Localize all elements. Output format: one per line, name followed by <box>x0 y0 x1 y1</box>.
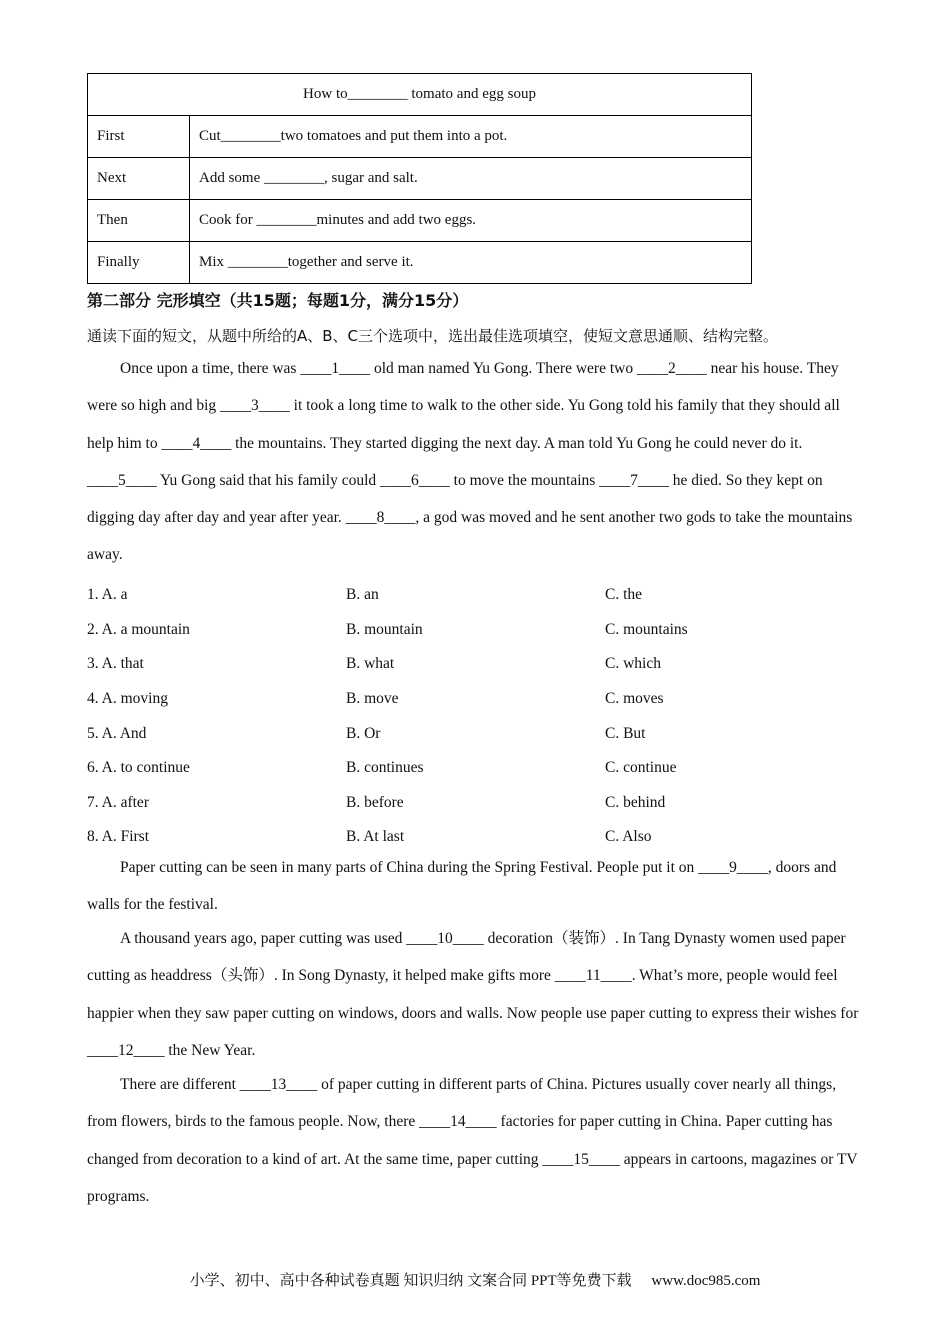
step-text: Add some ________, sugar and salt. <box>190 158 752 200</box>
passage-paper-cutting-2: A thousand years ago, paper cutting was used ____10____ decoration（装饰）. In Tang Dynasty women used paper cutting as headdress（头饰）. In Song Dynasty, it helped make gifts more ____11____. What’s more, people would feel happier when they saw paper cutting on windows, doors and walls. Now people use paper cutting to express their wishes for ____12____ the New Year. <box>87 930 859 1059</box>
passage-paper-cutting-1: Paper cutting can be seen in many parts of China during the Spring Festival. People put it on ____9____, doors and walls for the festival. <box>87 859 837 914</box>
option-row <box>87 682 867 717</box>
option-b: B. move <box>346 690 399 708</box>
option-a: 7. A. after <box>87 793 149 811</box>
option-row <box>87 716 867 751</box>
option-c: C. behind <box>605 793 666 811</box>
table-title: How to________ tomato and egg soup <box>88 74 752 116</box>
option-row <box>87 786 867 821</box>
table-row <box>88 116 752 158</box>
option-row <box>87 751 867 786</box>
options-list <box>87 578 867 855</box>
step-label: Next <box>88 158 190 200</box>
option-b: B. Or <box>346 724 381 742</box>
option-a: 1. A. a <box>87 586 128 604</box>
option-b: B. an <box>346 586 379 604</box>
option-a: 2. A. a mountain <box>87 620 190 638</box>
table-row <box>88 242 752 284</box>
option-b: B. At last <box>346 828 405 846</box>
option-c: C. But <box>605 724 646 742</box>
step-label: Then <box>88 200 190 242</box>
step-label: First <box>88 116 190 158</box>
option-row <box>87 578 867 613</box>
table-row <box>88 200 752 242</box>
option-c: C. mountains <box>605 620 688 638</box>
option-b: B. mountain <box>346 620 423 638</box>
option-row <box>87 613 867 648</box>
option-c: C. which <box>605 655 661 673</box>
footer-link[interactable]: www.doc985.com <box>651 1273 761 1289</box>
step-text: Cut________two tomatoes and put them into a pot. <box>190 116 752 158</box>
footer-text: 小学、初中、高中各种试卷真题 知识归纳 文案合同 PPT等免费下载 <box>189 1273 632 1289</box>
instructions: 通读下面的短文，从题中所给的A、B、C三个选项中，选出最佳选项填空，使短文意思通顺、结构完整。 <box>87 327 779 345</box>
page-footer <box>0 1269 950 1290</box>
option-b: B. continues <box>346 759 424 777</box>
step-text: Mix ________together and serve it. <box>190 242 752 284</box>
passage-yu-gong: Once upon a time, there was ____1____ old man named Yu Gong. There were two ____2____ near his house. They were so high and big ____3____ it took a long time to walk to the other side. Yu Gong told his family that they should all help him to ____4____ the mountains. They started digging the next day. A man told Yu Gong he could never do it. ____5____ Yu Gong said that his family could ____6____ to move the mountains ____7____ he died. So they kept on digging day after day and year after year. ____8____, a god was moved and he sent another two gods to take the mountains away. <box>87 360 853 564</box>
table-row <box>88 158 752 200</box>
option-a: 5. A. And <box>87 724 147 742</box>
option-a: 4. A. moving <box>87 690 168 708</box>
option-c: C. moves <box>605 690 664 708</box>
step-label: Finally <box>88 242 190 284</box>
option-b: B. what <box>346 655 395 673</box>
option-c: C. the <box>605 586 643 604</box>
option-row <box>87 647 867 682</box>
option-c: C. Also <box>605 828 652 846</box>
option-b: B. before <box>346 793 404 811</box>
section-title: 第二部分 完形填空（共15题；每题1分，满分15分） <box>87 291 469 310</box>
step-text: Cook for ________minutes and add two eggs. <box>190 200 752 242</box>
option-a: 3. A. that <box>87 655 144 673</box>
passage-paper-cutting-3: There are different ____13____ of paper cutting in different parts of China. Pictures usually cover nearly all things, from flowers, birds to the famous people. Now, there ____14____ factories for paper cutting in China. Paper cutting has changed from decoration to a kind of art. At the same time, paper cutting ____15____ appears in cartoons, magazines or TV programs. <box>87 1076 858 1205</box>
recipe-table <box>87 73 752 284</box>
option-a: 8. A. First <box>87 828 150 846</box>
option-c: C. continue <box>605 759 677 777</box>
option-a: 6. A. to continue <box>87 759 190 777</box>
